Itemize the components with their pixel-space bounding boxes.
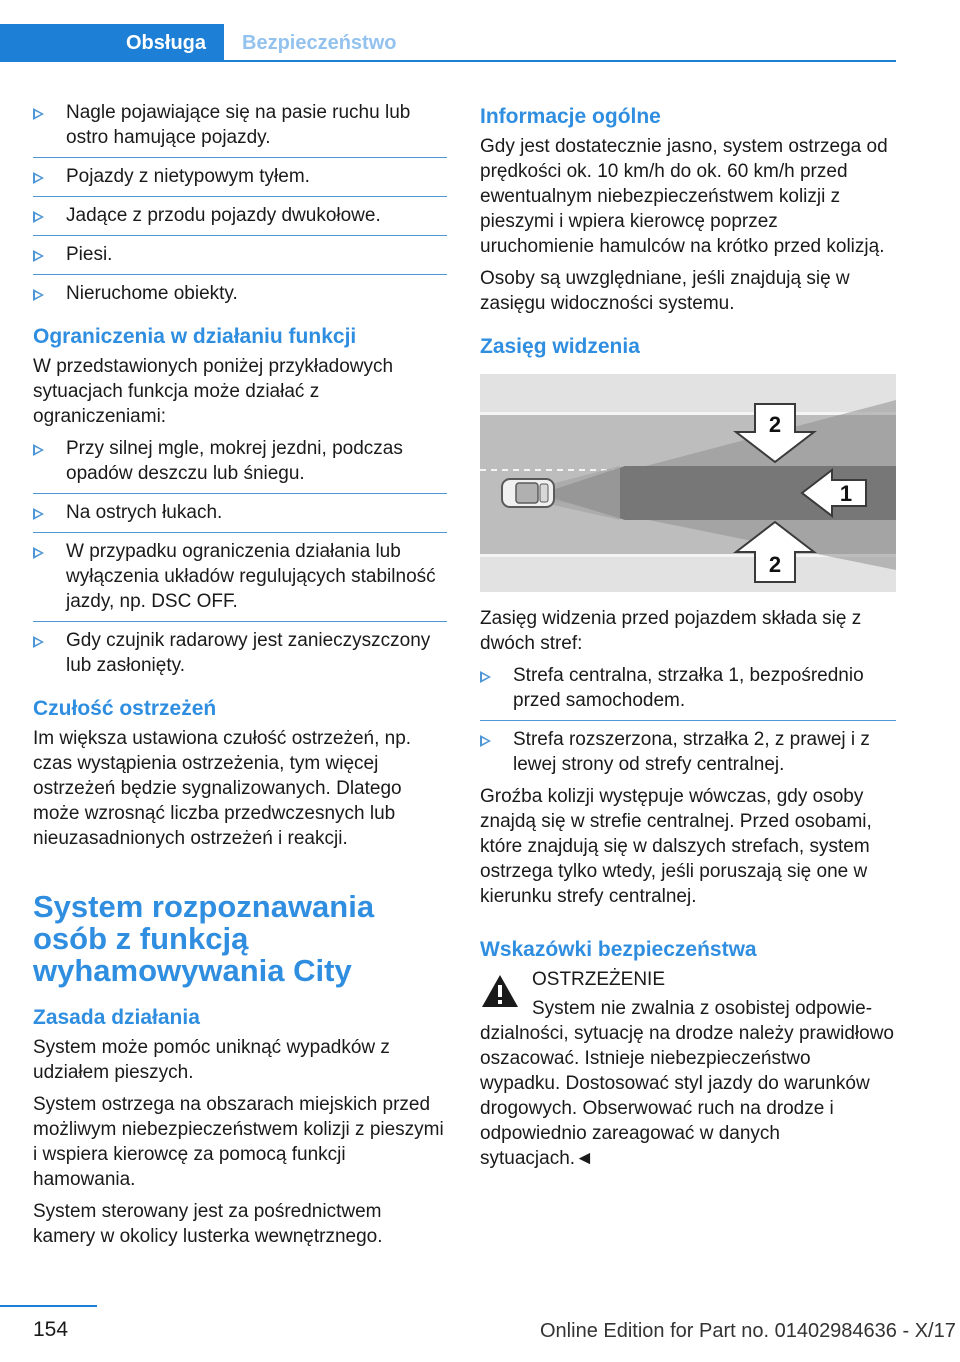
- triangle-bullet-icon: [33, 289, 44, 301]
- header-divider: [0, 60, 896, 62]
- tab-obsluga[interactable]: Obsługa: [0, 24, 224, 62]
- arrow-label-middle: 1: [839, 481, 853, 506]
- list-divider: [33, 196, 447, 197]
- arrow-label-top: 2: [768, 412, 782, 437]
- list-conditions: [33, 100, 447, 306]
- right-column: [480, 104, 896, 1171]
- principle-p2: System ostrzega na obszarach miejskich przed możliwym niebezpieczeństwem kolizji z pieszymi i wspiera kierowcę za pomocą funkcji hamowania.: [33, 1094, 444, 1190]
- heading-sensitivity: Czułość ostrzeżeń: [33, 697, 217, 720]
- header-tabbar: [0, 0, 960, 62]
- page-number-rule: [0, 1305, 97, 1307]
- list-item: Jadące z przodu pojazdy dwukołowe.: [33, 203, 447, 228]
- list-item: Nieruchome obiekty.: [33, 281, 447, 306]
- list-item: Strefa rozszerzona, strzałka 2, z prawej i z lewej strony od strefy centralnej.: [480, 727, 896, 777]
- general-p1: Gdy jest dostatecznie jasno, system ostrzega od prędkości ok. 10 km/h do ok. 60 km/h przed ewentualnym niebezpieczeństwem kolizji z pieszymi i wpiera kierowcę poprzez uruchomienie hamulców na krótko przed kolizją.: [480, 136, 888, 257]
- list-divider: [33, 493, 447, 494]
- warning-triangle-icon: [480, 973, 520, 1009]
- principle-p1: System może pomóc uniknąć wypadków z udziałem pieszych.: [33, 1037, 390, 1083]
- warning-box: [480, 967, 896, 1171]
- car-icon: [502, 479, 554, 507]
- triangle-bullet-icon: [33, 211, 44, 223]
- triangle-bullet-icon: [33, 108, 44, 120]
- heading-limits: Ograniczenia w działaniu funkcji: [33, 325, 357, 348]
- list-item: Gdy czujnik radarowy jest zanieczyszczony lub zasłonięty.: [33, 628, 447, 678]
- range-diagram: [480, 374, 896, 592]
- left-column: [33, 100, 447, 1256]
- list-divider: [33, 621, 447, 622]
- sensitivity-text: Im większa ustawiona czułość ostrzeżeń, np. czas wystąpienia ostrzeżenia, tym więcej ostrzeżeń będzie sygnalizowanych. Dlatego może wzrosnąć liczba przedwczesnych lub nieuzasadnionych ostrzeżeń i reakcji.: [33, 728, 412, 849]
- list-divider: [480, 720, 896, 721]
- list-divider: [33, 274, 447, 275]
- warning-rest: dzialności, sytuację na drodze należy prawidłowo oszacować. Istnieje niebezpieczeństwo wypadku. Dostosować styl jazdy do warunków drogowych. Obserwować ruch na drodze i odpowiednio zareagować w danych sytuacjach.◄: [480, 1023, 895, 1169]
- limits-intro: W przedstawionych poniżej przykładowych sytuacjach funkcja może działać z ograniczeniami:: [33, 356, 394, 427]
- list-divider: [33, 235, 447, 236]
- list-item: Strefa centralna, strzałka 1, bezpośrednio przed samochodem.: [480, 663, 896, 713]
- warning-first-line: System nie zwalnia z osobistej odpowie-: [532, 998, 873, 1019]
- triangle-bullet-icon: [33, 636, 44, 648]
- general-p2: Osoby są uwzględniane, jeśli znajdują się w zasięgu widoczności systemu.: [480, 268, 850, 314]
- list-item: W przypadku ograniczenia działania lub wyłączenia układów regulujących stabilność jazdy, np. DSC OFF.: [33, 539, 447, 614]
- warning-text: [480, 996, 896, 1171]
- list-divider: [33, 532, 447, 533]
- edition-footer: Online Edition for Part no. 01402984636 - X/17: [540, 1320, 956, 1342]
- page-number: 154: [33, 1318, 69, 1341]
- section-title: System rozpoznawania osób z funkcją wyhamowywania City: [33, 889, 375, 988]
- triangle-bullet-icon: [33, 250, 44, 262]
- tab-bezpieczenstwo[interactable]: Bezpieczeństwo: [242, 31, 397, 54]
- heading-general: Informacje ogólne: [480, 105, 661, 128]
- arrow-label-bottom: 2: [768, 552, 782, 577]
- warning-title: OSTRZEŻENIE: [532, 969, 666, 990]
- range-text: Groźba kolizji występuje wówczas, gdy osoby znajdą się w strefie centralnej. Przed osobami, które znajdują się w dalszych strefach, system ostrzega tylko wtedy, jeśli poruszają się one w kierunku strefy centralnej.: [480, 786, 872, 907]
- triangle-bullet-icon: [33, 508, 44, 520]
- heading-safety: Wskazówki bezpieczeństwa: [480, 938, 757, 961]
- principle-p3: System sterowany jest za pośrednictwem kamery w okolicy lusterka wewnętrznego.: [33, 1201, 383, 1247]
- list-item: Nagle pojawiające się na pasie ruchu lub ostro hamujące pojazdy.: [33, 100, 447, 150]
- triangle-bullet-icon: [33, 547, 44, 559]
- list-item: Na ostrych łukach.: [33, 500, 447, 525]
- list-limits: [33, 436, 447, 678]
- list-zones: [480, 663, 896, 777]
- list-item: Piesi.: [33, 242, 447, 267]
- list-item: Pojazdy z nietypowym tyłem.: [33, 164, 447, 189]
- heading-range: Zasięg widzenia: [480, 335, 640, 358]
- list-item: Przy silnej mgle, mokrej jezdni, podczas opadów deszczu lub śniegu.: [33, 436, 447, 486]
- list-divider: [33, 157, 447, 158]
- range-diagram-svg: [480, 374, 896, 592]
- range-caption: Zasięg widzenia przed pojazdem składa się z dwóch stref:: [480, 608, 862, 654]
- triangle-bullet-icon: [480, 671, 491, 683]
- triangle-bullet-icon: [480, 735, 491, 747]
- heading-principle: Zasada działania: [33, 1006, 200, 1029]
- triangle-bullet-icon: [33, 172, 44, 184]
- triangle-bullet-icon: [33, 444, 44, 456]
